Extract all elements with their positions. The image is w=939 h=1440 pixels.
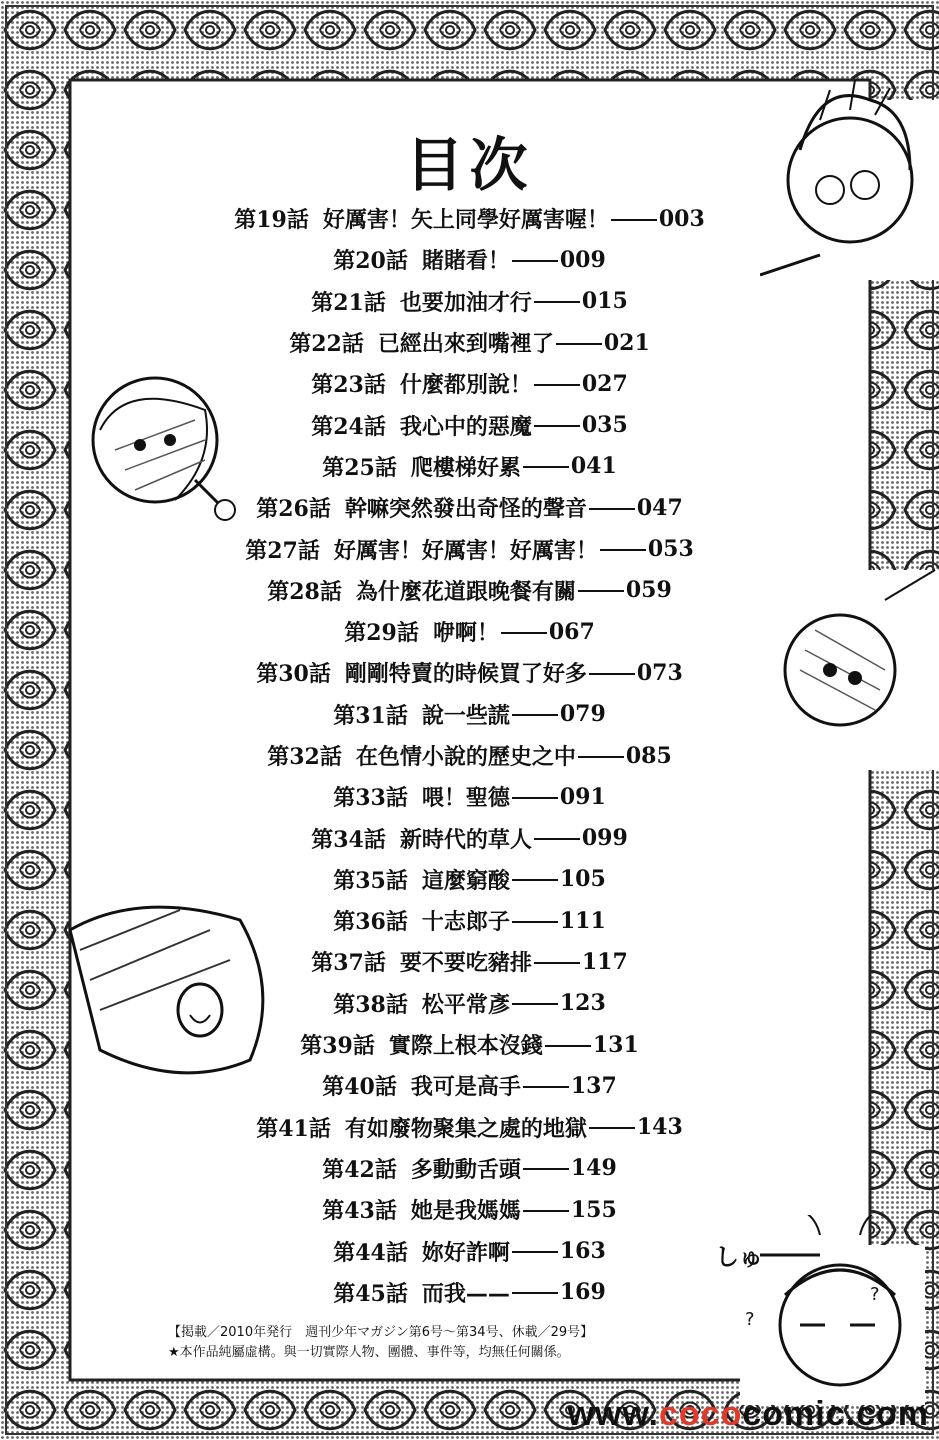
toc-chapter-number: 第30話 bbox=[256, 661, 331, 688]
toc-leader-line bbox=[600, 549, 646, 551]
toc-leader-line bbox=[512, 260, 558, 262]
page-title: 目次 bbox=[405, 131, 534, 199]
toc-page-number: 149 bbox=[570, 1155, 617, 1182]
toc-leader-line bbox=[534, 301, 580, 303]
toc-page-number: 047 bbox=[636, 494, 683, 521]
toc-chapter-number: 第40話 bbox=[322, 1074, 397, 1101]
toc-chapter-number: 第26話 bbox=[256, 496, 331, 523]
toc-page-number: 015 bbox=[581, 288, 628, 315]
publication-notes bbox=[168, 1323, 593, 1363]
toc-chapter-title: 有如廢物聚集之處的地獄 bbox=[344, 1116, 587, 1142]
toc-page-number: 059 bbox=[625, 577, 672, 604]
toc-leader-line bbox=[556, 343, 602, 345]
toc-leader-line bbox=[534, 425, 580, 427]
toc-leader-line bbox=[512, 797, 558, 799]
toc-page-number: 105 bbox=[559, 866, 606, 893]
toc-chapter-title: 十志郎子 bbox=[421, 910, 510, 936]
toc-chapter-number: 第38話 bbox=[333, 991, 408, 1018]
toc-chapter-title: 松平常彥 bbox=[421, 992, 510, 1018]
toc-page-number: 131 bbox=[592, 1031, 639, 1058]
toc-chapter-title: 她是我媽媽 bbox=[410, 1199, 521, 1225]
toc-chapter-number: 第21話 bbox=[311, 289, 386, 316]
toc-page-number: 053 bbox=[647, 536, 694, 563]
toc-leader-line bbox=[512, 1292, 558, 1294]
toc-page-number: 067 bbox=[548, 618, 595, 645]
toc-entry[interactable] bbox=[0, 363, 939, 404]
toc-entry[interactable] bbox=[0, 1065, 939, 1106]
toc-entry[interactable] bbox=[0, 1230, 939, 1271]
toc-chapter-number: 第19話 bbox=[234, 207, 309, 234]
toc-leader-line bbox=[512, 1003, 558, 1005]
toc-entry[interactable] bbox=[0, 239, 939, 280]
toc-chapter-title: 而我—— bbox=[421, 1281, 510, 1307]
toc-chapter-title: 咿啊！ bbox=[432, 621, 499, 647]
sfx-sound: しゅ bbox=[715, 1243, 763, 1271]
toc-chapter-number: 第24話 bbox=[311, 413, 386, 440]
toc-chapter-title: 幹嘛突然發出奇怪的聲音 bbox=[344, 497, 587, 523]
toc-entry[interactable] bbox=[0, 198, 939, 239]
toc-entry[interactable] bbox=[0, 1148, 939, 1189]
sfx-question-mark: ? bbox=[870, 1284, 880, 1305]
toc-chapter-title: 好厲害！好厲害！好厲害！ bbox=[333, 538, 598, 564]
watermark-brand: coco bbox=[659, 1395, 743, 1433]
toc-chapter-title: 新時代的草人 bbox=[399, 827, 532, 853]
toc-chapter-title: 已經出來到嘴裡了 bbox=[377, 332, 554, 358]
toc-entry[interactable] bbox=[0, 735, 939, 776]
toc-entry[interactable] bbox=[0, 859, 939, 900]
toc-entry[interactable] bbox=[0, 776, 939, 817]
toc-list bbox=[0, 198, 939, 1313]
toc-page-number: 027 bbox=[581, 370, 628, 397]
toc-entry[interactable] bbox=[0, 446, 939, 487]
toc-leader-line bbox=[578, 590, 624, 592]
toc-leader-line bbox=[512, 1251, 558, 1253]
toc-entry[interactable] bbox=[0, 404, 939, 445]
toc-page-number: 003 bbox=[658, 205, 705, 232]
toc-entry[interactable] bbox=[0, 900, 939, 941]
toc-leader-line bbox=[523, 466, 569, 468]
toc-entry[interactable] bbox=[0, 611, 939, 652]
toc-entry[interactable] bbox=[0, 983, 939, 1024]
toc-entry[interactable] bbox=[0, 817, 939, 858]
toc-chapter-number: 第20話 bbox=[333, 248, 408, 275]
disclaimer: ★本作品純屬虛構。與一切實際人物、團體、事件等，均無任何關係。 bbox=[168, 1345, 570, 1360]
toc-chapter-number: 第22話 bbox=[289, 331, 364, 358]
toc-page-number: 073 bbox=[636, 659, 683, 686]
toc-entry[interactable] bbox=[0, 694, 939, 735]
toc-chapter-number: 第42話 bbox=[322, 1156, 397, 1183]
toc-chapter-title: 剛剛特賣的時候買了好多 bbox=[344, 662, 587, 688]
toc-entry[interactable] bbox=[0, 1024, 939, 1065]
toc-entry[interactable] bbox=[0, 528, 939, 569]
toc-chapter-number: 第32話 bbox=[267, 744, 342, 770]
toc-leader-line bbox=[534, 838, 580, 840]
toc-chapter-title: 多動動舌頭 bbox=[410, 1157, 521, 1183]
toc-leader-line bbox=[523, 1210, 569, 1212]
toc-page-number: 169 bbox=[559, 1279, 606, 1306]
toc-leader-line bbox=[578, 756, 624, 758]
watermark-suffix: comic.com bbox=[742, 1395, 929, 1433]
toc-page-number: 091 bbox=[559, 783, 606, 810]
toc-page-number: 085 bbox=[625, 742, 672, 769]
toc-chapter-number: 第29話 bbox=[344, 620, 419, 647]
toc-leader-line bbox=[545, 1045, 591, 1047]
toc-chapter-number: 第25話 bbox=[322, 454, 397, 481]
toc-page-number: 111 bbox=[559, 907, 606, 934]
toc-entry[interactable] bbox=[0, 570, 939, 611]
toc-page-number: 009 bbox=[559, 246, 606, 273]
toc-chapter-number: 第35話 bbox=[333, 867, 408, 894]
toc-entry[interactable] bbox=[0, 1107, 939, 1148]
watermark-prefix: www. bbox=[567, 1395, 660, 1433]
toc-entry[interactable] bbox=[0, 941, 939, 982]
toc-chapter-number: 第36話 bbox=[333, 909, 408, 936]
toc-page-number: 163 bbox=[559, 1238, 606, 1265]
toc-entry[interactable] bbox=[0, 487, 939, 528]
toc-chapter-number: 第33話 bbox=[333, 785, 408, 812]
toc-chapter-number: 第39話 bbox=[300, 1033, 375, 1060]
toc-chapter-title: 爬樓梯好累 bbox=[410, 455, 521, 481]
site-watermark bbox=[567, 1395, 929, 1434]
toc-page-number: 117 bbox=[581, 948, 628, 975]
toc-chapter-number: 第45話 bbox=[333, 1280, 408, 1307]
toc-chapter-title: 什麼都別說！ bbox=[399, 373, 532, 399]
toc-chapter-number: 第34話 bbox=[311, 826, 386, 853]
toc-leader-line bbox=[611, 219, 657, 221]
toc-leader-line bbox=[523, 1168, 569, 1170]
toc-chapter-title: 賭賭看！ bbox=[421, 249, 510, 275]
toc-entry[interactable] bbox=[0, 1189, 939, 1230]
toc-entry[interactable] bbox=[0, 1272, 939, 1313]
toc-page-number: 041 bbox=[570, 453, 617, 480]
toc-entry[interactable] bbox=[0, 652, 939, 693]
toc-chapter-number: 第28話 bbox=[267, 578, 342, 605]
toc-page-number: 137 bbox=[570, 1072, 617, 1099]
toc-leader-line bbox=[512, 879, 558, 881]
toc-chapter-title: 說一些謊 bbox=[421, 703, 510, 729]
toc-leader-line bbox=[512, 714, 558, 716]
toc-chapter-title: 在色情小說的歷史之中 bbox=[355, 745, 576, 770]
toc-chapter-title: 妳好詐啊 bbox=[421, 1240, 510, 1266]
toc-chapter-title: 為什麼花道跟晚餐有關 bbox=[355, 579, 576, 605]
toc-page-number: 079 bbox=[559, 701, 606, 728]
toc-leader-line bbox=[534, 962, 580, 964]
toc-page-number: 123 bbox=[559, 990, 606, 1017]
toc-chapter-title: 好厲害！矢上同學好厲害喔！ bbox=[322, 208, 609, 234]
toc-leader-line bbox=[512, 921, 558, 923]
toc-chapter-number: 第44話 bbox=[333, 1239, 408, 1266]
toc-chapter-number: 第41話 bbox=[256, 1115, 331, 1142]
toc-leader-line bbox=[501, 632, 547, 634]
toc-leader-line bbox=[589, 508, 635, 510]
toc-leader-line bbox=[589, 673, 635, 675]
toc-leader-line bbox=[589, 1127, 635, 1129]
toc-page-number: 143 bbox=[636, 1114, 683, 1141]
publication-info: 【掲載／2010年発行 週刊少年マガジン第6号〜第34号、休載／29号】 bbox=[168, 1325, 594, 1340]
toc-entry[interactable] bbox=[0, 281, 939, 322]
toc-chapter-number: 第27話 bbox=[245, 537, 320, 564]
toc-chapter-title: 實際上根本沒錢 bbox=[388, 1034, 543, 1060]
sfx-question-mark-2: ? bbox=[745, 1309, 755, 1330]
toc-page-number: 021 bbox=[603, 329, 650, 356]
toc-entry[interactable] bbox=[0, 322, 939, 363]
toc-page-number: 035 bbox=[581, 412, 628, 439]
toc-chapter-title: 這麼窮酸 bbox=[421, 868, 510, 894]
toc-page-number: 099 bbox=[581, 825, 628, 852]
toc-chapter-number: 第31話 bbox=[333, 702, 408, 729]
toc-chapter-number: 第43話 bbox=[322, 1198, 397, 1225]
toc-chapter-number: 第23話 bbox=[311, 372, 386, 399]
toc-chapter-title: 我心中的惡魔 bbox=[399, 414, 532, 440]
toc-leader-line bbox=[534, 384, 580, 386]
toc-page-number: 155 bbox=[570, 1196, 617, 1223]
toc-chapter-number: 第37話 bbox=[311, 950, 386, 977]
toc-chapter-title: 要不要吃豬排 bbox=[399, 951, 532, 977]
toc-chapter-title: 也要加油才行 bbox=[399, 290, 532, 316]
toc-chapter-title: 我可是高手 bbox=[410, 1075, 521, 1101]
toc-chapter-title: 喂！聖德 bbox=[421, 786, 510, 812]
toc-leader-line bbox=[523, 1086, 569, 1088]
